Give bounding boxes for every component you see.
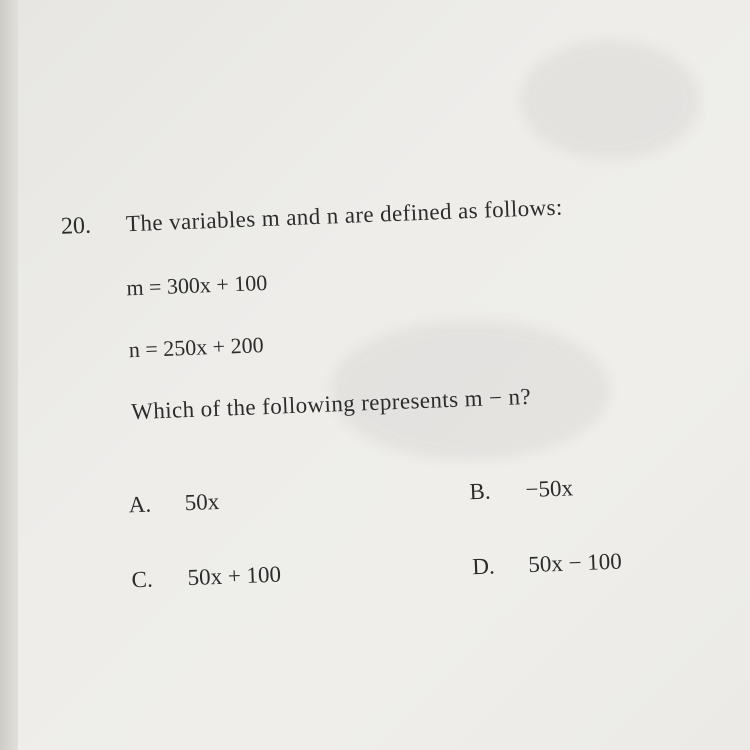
choice-letter: C.: [131, 566, 154, 593]
question-stem: The variables m and n are defined as follows:: [125, 194, 564, 237]
paper-edge: [0, 0, 18, 750]
question-number: 20.: [60, 212, 92, 240]
choice-text: −50x: [524, 475, 574, 503]
choice-text: 50x + 100: [187, 561, 282, 591]
ink-bleed: [520, 40, 700, 160]
choice-text: 50x − 100: [527, 548, 623, 578]
choice-letter: A.: [128, 491, 152, 518]
equation-n: n = 250x + 200: [128, 332, 265, 363]
question-prompt: Which of the following represents m − n?: [130, 383, 532, 425]
choice-letter: B.: [469, 478, 492, 505]
equation-m: m = 300x + 100: [125, 269, 268, 301]
choice-a[interactable]: [128, 489, 219, 518]
choice-b[interactable]: [469, 475, 573, 505]
choice-text: 50x: [184, 488, 220, 516]
choice-letter: D.: [471, 553, 496, 580]
